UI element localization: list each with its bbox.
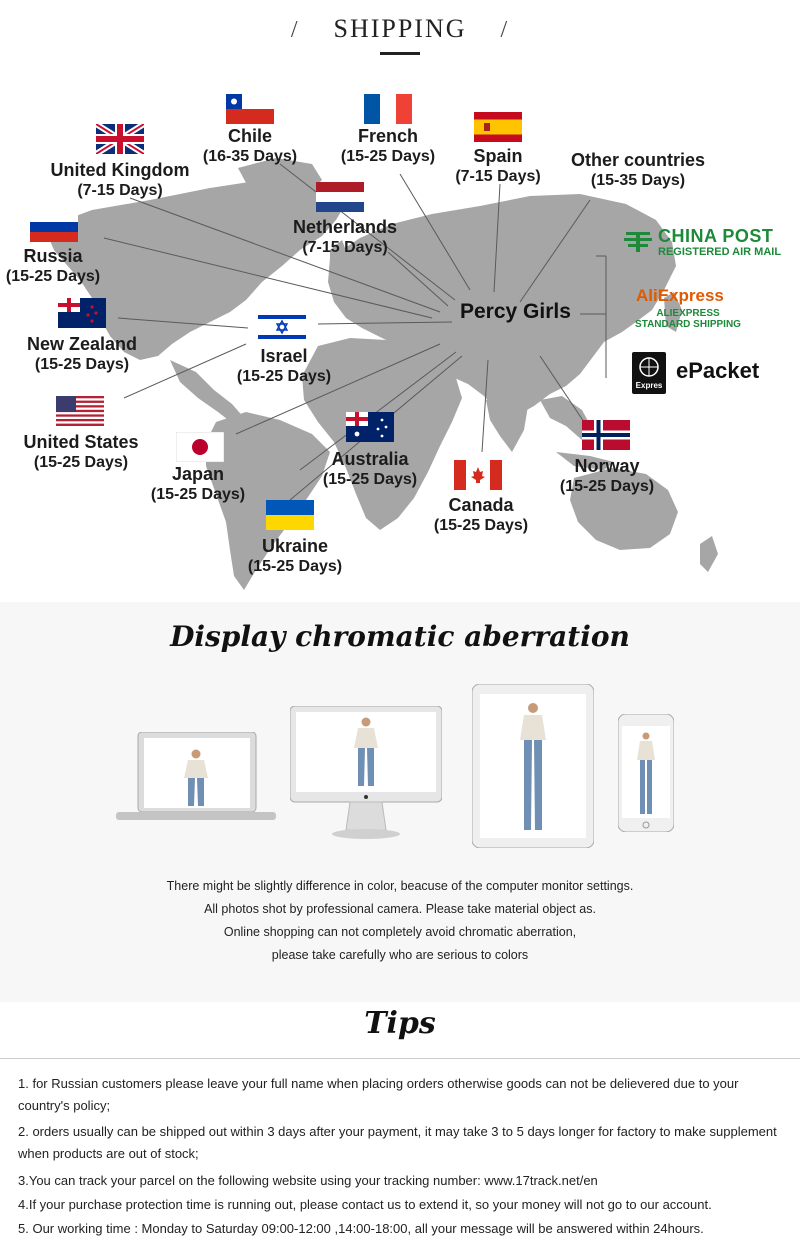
flag-japan-icon (176, 432, 224, 462)
location-norway (552, 456, 662, 497)
location-united-states (14, 432, 148, 473)
flag-australia-icon (346, 412, 394, 442)
location-name: Israel (260, 346, 308, 366)
chromatic-aberration-section (0, 602, 800, 1002)
center-store-label: Percy Girls (460, 300, 571, 323)
epacket-badge-text: Expres (635, 381, 663, 390)
location-new-zealand (18, 334, 146, 375)
shipping-map-section (0, 60, 800, 602)
shipping-title-text: SHIPPING (333, 14, 467, 43)
chromatic-title: Display chromatic aberration (170, 620, 630, 653)
chromatic-note-3: Online shopping can not completely avoid chromatic aberration, (223, 925, 577, 939)
location-days: (15-25 Days) (150, 486, 246, 503)
location-name: United Kingdom (50, 160, 190, 180)
shipping-title (0, 14, 800, 44)
epacket-badge-icon (632, 352, 666, 394)
location-chile (190, 126, 310, 167)
location-name: United States (23, 432, 139, 452)
desktop-monitor-icon (290, 706, 442, 844)
location-days: (16-35 Days) (202, 148, 298, 165)
location-name: Other countries (570, 150, 706, 170)
epacket-logo (632, 352, 782, 396)
aliexpress-sub2: STANDARD SHIPPING (635, 319, 741, 330)
tablet-device-icon (472, 684, 594, 848)
location-french (330, 126, 446, 167)
location-name: Spain (473, 146, 523, 166)
location-days: (15-25 Days) (34, 356, 130, 373)
location-days: (7-15 Days) (302, 239, 388, 256)
flag-new-zealand-icon (58, 298, 106, 328)
title-slash-left: / (290, 17, 300, 43)
location-days: (15-35 Days) (590, 172, 686, 189)
location-name: Netherlands (292, 217, 398, 237)
flag-netherlands-icon (316, 182, 364, 212)
location-days: (7-15 Days) (455, 168, 541, 185)
location-name: Australia (331, 449, 409, 469)
aliexpress-sub1: ALIEXPRESS (656, 308, 720, 319)
title-slash-right: / (500, 17, 510, 43)
tip-item-5: 5. Our working time : Monday to Saturday 09:00-12:00 ,14:00-18:00, all your message will be answered within 24hours. (18, 1221, 704, 1236)
flag-chile-icon (226, 94, 274, 124)
location-other-countries (560, 150, 716, 191)
tip-item-4: 4.If your purchase protection time is running out, please contact us to extend it, so your money will not go to our account. (18, 1197, 712, 1212)
tip-item-2: 2. orders usually can be shipped out within 3 days after your payment, it may take 3 to 5 days longer for factory to make supplement when products are out of stock; (18, 1124, 777, 1161)
laptop-device-icon (116, 732, 276, 820)
flag-israel-icon (258, 312, 306, 342)
location-days: (15-25 Days) (236, 368, 332, 385)
location-days: (7-15 Days) (77, 182, 163, 199)
flag-norway-icon (582, 420, 630, 450)
flag-ukraine-icon (266, 500, 314, 530)
tips-section (0, 1002, 800, 1250)
location-japan (144, 464, 252, 505)
title-underline (380, 52, 420, 55)
aliexpress-brand: AliExpress (636, 286, 724, 305)
location-australia (314, 449, 426, 490)
location-spain (452, 146, 544, 187)
location-days: (15-25 Days) (340, 148, 436, 165)
shipping-header (0, 0, 800, 60)
china-post-name: CHINA POST (658, 226, 774, 246)
location-days: (15-25 Days) (5, 268, 101, 285)
location-name: Japan (171, 464, 225, 484)
location-days: (15-25 Days) (322, 471, 418, 488)
location-days: (15-25 Days) (247, 558, 343, 575)
location-name: Canada (448, 495, 514, 515)
location-ukraine (240, 536, 350, 577)
location-name: Norway (574, 456, 640, 476)
location-canada (426, 495, 536, 536)
location-name: French (357, 126, 418, 146)
china-post-service: REGISTERED AIR MAIL (658, 246, 782, 258)
epacket-label: ePacket (676, 358, 760, 383)
location-netherlands (284, 217, 406, 258)
china-post-logo (622, 226, 798, 260)
chromatic-note-4: please take carefully who are serious to colors (271, 948, 529, 962)
location-name: Russia (23, 246, 83, 266)
flag-united-states-icon (56, 396, 104, 426)
aliexpress-logo (628, 286, 748, 332)
tips-divider (0, 1058, 800, 1059)
location-days: (15-25 Days) (559, 478, 655, 495)
location-name: Ukraine (261, 536, 329, 556)
location-days: (15-25 Days) (433, 517, 529, 534)
location-israel (230, 346, 338, 387)
flag-russia-icon (30, 212, 78, 242)
location-name: Chile (227, 126, 272, 146)
phone-device-icon (618, 714, 674, 832)
tip-item-3: 3.You can track your parcel on the following website using your tracking number: www.17track.net/en (18, 1173, 598, 1188)
chromatic-note-2: All photos shot by professional camera. Please take material object as. (204, 902, 596, 916)
tips-title: Tips (364, 1006, 436, 1041)
location-days: (15-25 Days) (33, 454, 129, 471)
tip-item-1: 1. for Russian customers please leave your full name when placing orders otherwise goods can not be delievered due to your country's policy; (18, 1076, 739, 1113)
flag-united-kingdom-icon (96, 124, 144, 154)
chromatic-note-1: There might be slightly difference in color, beacuse of the computer monitor settings. (166, 879, 634, 893)
flag-spain-icon (474, 112, 522, 142)
location-united-kingdom (40, 160, 200, 201)
flag-canada-icon (454, 460, 502, 490)
location-name: New Zealand (26, 334, 138, 354)
location-russia (0, 246, 106, 287)
flag-france-icon (364, 94, 412, 124)
china-post-emblem-icon (622, 230, 654, 254)
